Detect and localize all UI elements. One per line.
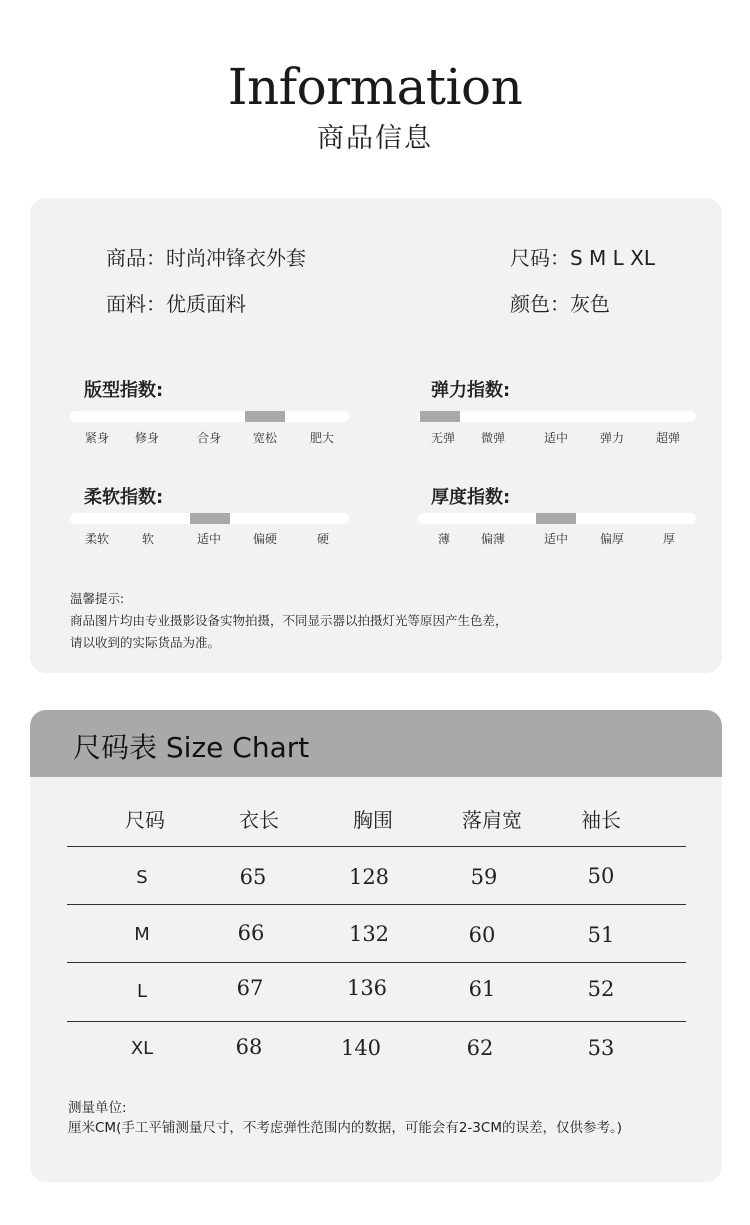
thick-index-level	[536, 513, 576, 524]
fit-tick: 合身	[197, 431, 222, 445]
table-rule	[67, 846, 686, 847]
color-row	[510, 288, 610, 317]
notice-title: 温馨提示:	[70, 591, 125, 606]
table-cell: S	[136, 867, 148, 888]
thick-tick: 厚	[663, 532, 676, 546]
thick-index-bar	[418, 513, 696, 524]
color-value: 灰色	[570, 292, 610, 316]
fabric-label: 面料：	[106, 292, 166, 316]
fit-index-level	[245, 411, 285, 422]
measure-text: 厘米CM(手工平铺测量尺寸，不考虑弹性范围内的数据，可能会有2-3CM的误差，仅供参考。)	[68, 1120, 622, 1136]
size-chart-card	[30, 710, 722, 1182]
fabric-value: 优质面料	[166, 292, 246, 316]
table-rule	[67, 962, 686, 963]
elastic-index-bar	[418, 411, 696, 422]
info-card	[30, 198, 722, 673]
size-value: S M L XL	[570, 246, 656, 270]
size-row	[510, 242, 655, 271]
soft-index-level	[190, 513, 230, 524]
fit-tick: 紧身	[85, 431, 110, 445]
table-cell: 128	[348, 865, 390, 889]
thick-tick: 偏厚	[600, 532, 625, 546]
thick-tick: 薄	[438, 532, 451, 546]
elastic-tick: 适中	[544, 431, 569, 445]
product-value: 时尚冲锋衣外套	[166, 246, 306, 270]
fit-tick: 宽松	[253, 431, 278, 445]
soft-tick: 偏硬	[253, 532, 278, 546]
thick-tick: 偏薄	[481, 532, 506, 546]
elastic-tick: 无弹	[431, 431, 456, 445]
product-label: 商品：	[106, 246, 166, 270]
color-label: 颜色：	[510, 292, 570, 316]
table-cell: 65	[239, 865, 267, 889]
page-subtitle: 商品信息	[317, 123, 433, 154]
elastic-index-title: 弹力指数:	[431, 380, 511, 401]
table-cell: 53	[587, 1036, 615, 1060]
table-cell: 61	[468, 977, 496, 1001]
table-cell: 66	[237, 921, 265, 945]
soft-index-title: 柔软指数:	[84, 487, 164, 508]
table-cell: 136	[346, 976, 388, 1000]
column-header: 落肩宽	[462, 808, 522, 832]
table-cell: L	[136, 981, 148, 1002]
page-title: Information	[227, 58, 523, 116]
soft-tick: 硬	[317, 532, 330, 546]
table-cell: M	[134, 924, 150, 945]
table-cell: 140	[340, 1036, 382, 1060]
notice-line: 商品图片均由专业摄影设备实物拍摄，不同显示器以拍摄灯光等原因产生色差，	[70, 613, 508, 628]
fit-index-bar	[70, 411, 349, 422]
column-header: 衣长	[239, 808, 279, 832]
table-cell: 62	[466, 1036, 494, 1060]
fabric-row	[106, 288, 246, 317]
column-header: 袖长	[581, 808, 621, 832]
soft-tick: 适中	[197, 532, 222, 546]
column-header: 尺码	[125, 808, 165, 832]
table-rule	[67, 904, 686, 905]
table-rule	[67, 1021, 686, 1022]
table-cell: 52	[587, 977, 615, 1001]
size-chart-title: 尺码表 Size Chart	[73, 731, 310, 764]
fit-index-title: 版型指数:	[84, 380, 164, 401]
measure-title: 测量单位:	[68, 1100, 127, 1116]
elastic-tick: 微弹	[481, 431, 506, 445]
soft-index-bar	[70, 513, 349, 524]
column-header: 胸围	[353, 808, 393, 832]
thick-tick: 适中	[544, 532, 569, 546]
soft-tick: 柔软	[85, 532, 110, 546]
soft-tick: 软	[142, 532, 155, 546]
table-cell: XL	[130, 1038, 154, 1059]
elastic-tick: 超弹	[656, 431, 681, 445]
elastic-tick: 弹力	[600, 431, 625, 445]
measure-note	[68, 1098, 622, 1138]
table-cell: 68	[235, 1035, 263, 1059]
notice-line: 请以收到的实际货品为准。	[70, 635, 221, 650]
table-cell: 50	[587, 864, 615, 888]
product-row	[106, 242, 306, 271]
table-cell: 59	[470, 865, 498, 889]
table-cell: 51	[587, 923, 615, 947]
thick-index-title: 厚度指数:	[431, 487, 511, 508]
table-cell: 60	[468, 923, 496, 947]
notice	[70, 588, 508, 654]
table-cell: 132	[348, 922, 390, 946]
table-cell: 67	[236, 976, 264, 1000]
fit-tick: 肥大	[310, 431, 335, 445]
elastic-index-level	[420, 411, 460, 422]
fit-tick: 修身	[135, 431, 160, 445]
size-label: 尺码：	[510, 246, 570, 270]
